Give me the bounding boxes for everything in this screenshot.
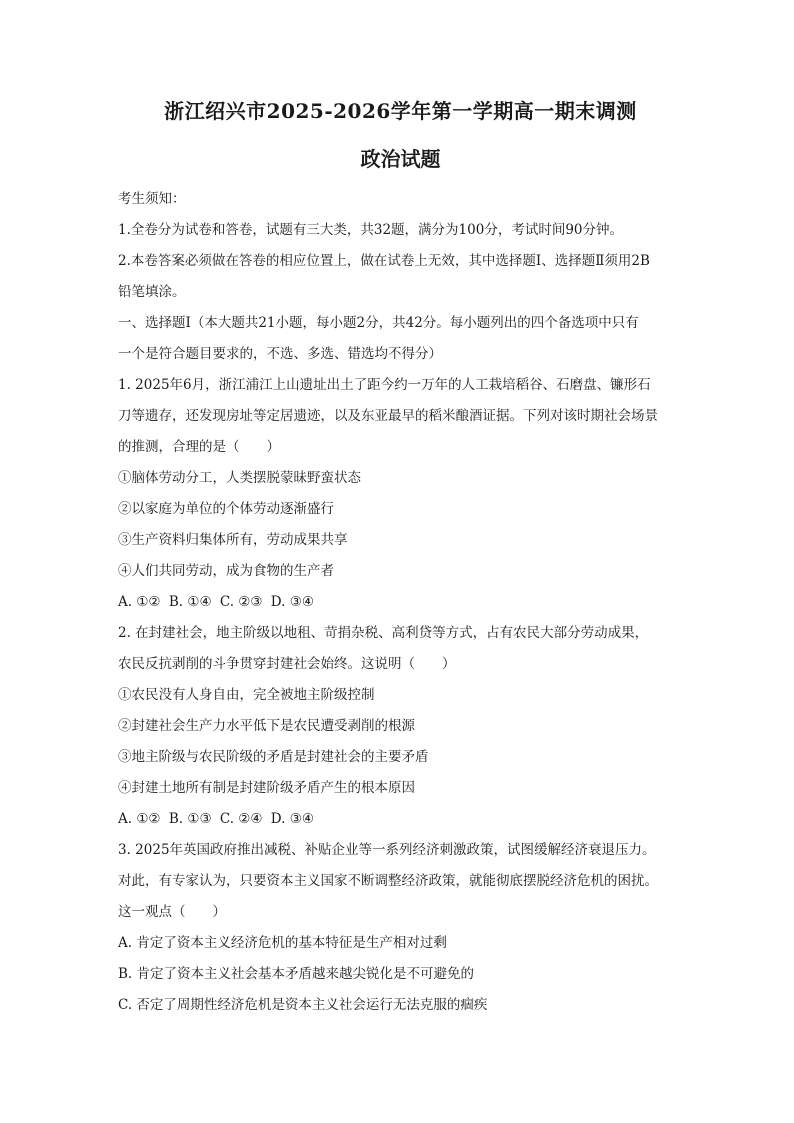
choice-a: A. ①② <box>118 594 161 610</box>
choice-a: A. ①② <box>118 811 161 827</box>
choice-c: C. 否定了周期性经济危机是资本主义社会运行无法克服的痼疾 <box>118 997 488 1013</box>
question-stem-line: 对此，有专家认为，只要资本主义国家不断调整经济政策，就能彻底摆脱经济危机的困扰。 <box>118 873 658 889</box>
choice-row <box>118 587 683 618</box>
section-heading-line-2: 一个是符合题目要求的，不选、多选、错选均不得分） <box>118 346 442 362</box>
question-stem-line: 刀等遗存，还发现房址等定居遗迹，以及东亚最早的稻米酿酒证据。下列对该时期社会场景 <box>118 408 658 424</box>
choice-b: B. ①③ <box>168 811 212 827</box>
statement-item: ③生产资料归集体所有，劳动成果共享 <box>118 532 348 548</box>
choice-b: B. 肯定了资本主义社会基本矛盾越来越尖锐化是不可避免的 <box>118 966 475 982</box>
question-stem-line: 农民反抗剥削的斗争贯穿封建社会始终。这说明（ ） <box>118 656 456 672</box>
question-stem-line: 1. 2025年6月，浙江浦江上山遗址出土了距今约一万年的人工栽培稻谷、石磨盘、镰形石 <box>118 377 651 393</box>
question-stem-line: 的推测，合理的是（ ） <box>118 439 280 455</box>
choice-b: B. ①④ <box>168 594 212 610</box>
question-1 <box>118 370 683 618</box>
choice-row <box>118 804 683 835</box>
choice-c: C. ②④ <box>219 811 263 827</box>
question-stem-line: 这一观点（ ） <box>118 904 226 920</box>
statement-item: ①农民没有人身自由，完全被地主阶级控制 <box>118 687 375 703</box>
question-2 <box>118 618 683 835</box>
exam-body <box>118 184 683 1021</box>
statement-item: ①脑体劳动分工，人类摆脱蒙昧野蛮状态 <box>118 470 361 486</box>
notice-item-2-line-1: 2.本卷答案必须做在答卷的相应位置上，做在试卷上无效，其中选择题Ⅰ、选择题Ⅱ须用2B <box>118 253 650 269</box>
choice-d: D. ③④ <box>270 594 314 610</box>
choice-d: D. ③④ <box>270 811 314 827</box>
question-3 <box>118 835 683 1021</box>
statement-item: ④封建土地所有制是封建阶级矛盾产生的根本原因 <box>118 780 415 796</box>
statement-item: ④人们共同劳动，成为食物的生产者 <box>118 563 334 579</box>
notice-item-2-line-2: 铅笔填涂。 <box>118 284 186 300</box>
statement-item: ②封建社会生产力水平低下是农民遭受剥削的根源 <box>118 718 415 734</box>
question-stem-line: 3. 2025年英国政府推出减税、补贴企业等一系列经济刺激政策，试图缓解经济衰退压力。 <box>118 842 656 858</box>
notice-item-1: 1.全卷分为试卷和答卷，试题有三大类，共32题，满分为100分，考试时间90分钟。 <box>118 222 624 238</box>
choice-c: C. ②③ <box>219 594 263 610</box>
notice-heading: 考生须知： <box>118 191 186 207</box>
exam-subject-title: 政治试题 <box>360 147 441 171</box>
exam-title: 浙江绍兴市2025-2026学年第一学期高一期末调测 <box>164 99 637 123</box>
statement-item: ②以家庭为单位的个体劳动逐渐盛行 <box>118 501 334 517</box>
section-heading-line-1: 一、选择题Ⅰ（本大题共21小题，每小题2分，共42分。每小题列出的四个备选项中只有 <box>118 315 639 331</box>
exam-page <box>118 98 683 1021</box>
choice-a: A. 肯定了资本主义经济危机的基本特征是生产相对过剩 <box>118 935 447 951</box>
statement-item: ③地主阶级与农民阶级的矛盾是封建社会的主要矛盾 <box>118 749 429 765</box>
question-stem-line: 2. 在封建社会，地主阶级以地租、苛捐杂税、高利贷等方式，占有农民大部分劳动成果， <box>118 625 649 641</box>
